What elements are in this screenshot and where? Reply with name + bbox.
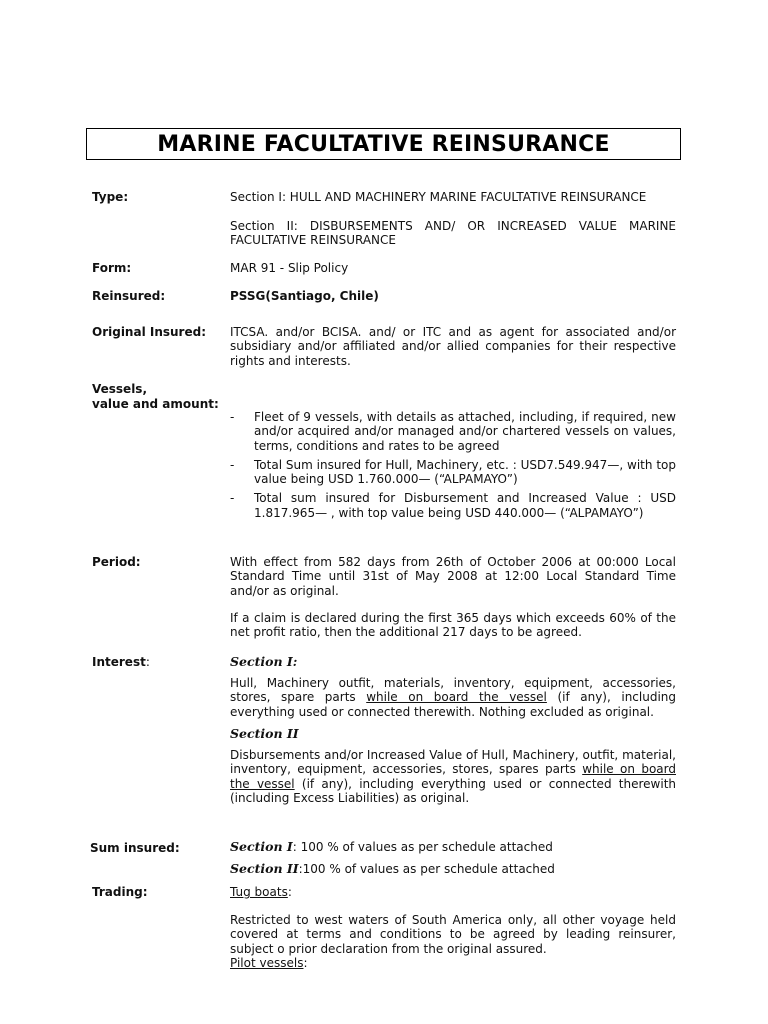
- interest-section2-heading: Section II: [230, 726, 299, 741]
- original-insured-value: ITCSA. and/or BCISA. and/ or ITC and as agent for associated and/or subsidiary and/or affiliated and/or allied companies for their respective rights and interests.: [230, 325, 676, 368]
- reinsured-label: Reinsured:: [92, 289, 166, 303]
- period-para2: If a claim is declared during the first 365 days which exceeds 60% of the net profit ratio, then the additional 217 days to be agreed.: [230, 611, 676, 640]
- sum-insured-label: Sum insured:: [90, 841, 180, 855]
- interest-section1-text: Hull, Machinery outfit, materials, inventory, equipment, accessories, stores, spare parts while on board the vessel (if any), including everything used or connected therewith. Nothing excluded as original.: [230, 676, 677, 719]
- trading-pilot-heading: Pilot vessels:: [230, 956, 308, 970]
- type-section1: Section I: HULL AND MACHINERY MARINE FACULTATIVE REINSURANCE: [230, 190, 647, 204]
- vessels-item: - Total Sum insured for Hull, Machinery, etc. : USD7.549.947—, with top value being USD 1.760.000— (“ALPAMAYO”): [230, 457, 676, 487]
- sum-insured-section1: Section I: 100 % of values as per schedule attached: [230, 839, 553, 854]
- type-section2: Section II: DISBURSEMENTS AND/ OR INCREASED VALUE MARINE FACULTATIVE REINSURANCE: [230, 219, 676, 248]
- trading-tug-text: Restricted to west waters of South America only, all other voyage held covered at terms and conditions to be agreed by leading reinsurer, subject o prior declaration from the original assured.: [230, 913, 676, 956]
- vessels-label-line2: value and amount:: [92, 397, 219, 411]
- form-label: Form:: [92, 261, 132, 275]
- period-para1: With effect from 582 days from 26th of October 2006 at 00:000 Local Standard Time until 31st of May 2008 at 12:00 Local Standard Time and/or as original.: [230, 555, 676, 598]
- vessels-item: - Total sum insured for Disbursement and Increased Value : USD 1.817.965— , with top value being USD 440.000— (“ALPAMAYO”): [230, 491, 676, 520]
- trading-label: Trading:: [92, 885, 148, 899]
- interest-label: Interest:: [92, 655, 150, 669]
- trading-tug-heading: Tug boats:: [230, 885, 292, 899]
- vessels-label: [92, 382, 219, 412]
- interest-section2-text: Disbursements and/or Increased Value of Hull, Machinery, outfit, material, inventory, equipment, accessories, stores, spares parts while on board the vessel (if any), including everything used or connected therewith (including Excess Liabilities) as original.: [230, 748, 677, 805]
- document-title: MARINE FACULTATIVE REINSURANCE: [157, 131, 610, 157]
- reinsured-value: PSSG(Santiago, Chile): [230, 289, 379, 303]
- form-value: MAR 91 - Slip Policy: [230, 261, 349, 275]
- vessels-list: [230, 410, 676, 520]
- title-box: [86, 128, 681, 160]
- interest-section1-heading: Section I:: [230, 654, 298, 669]
- vessels-label-line1: Vessels,: [92, 382, 148, 396]
- period-label: Period:: [92, 555, 141, 569]
- type-label: Type:: [92, 190, 129, 204]
- vessels-item: - Fleet of 9 vessels, with details as attached, including, if required, new and/or acquired and/or managed and/or chartered vessels on values, terms, conditions and rates to be agreed: [230, 410, 676, 453]
- original-insured-label: Original Insured:: [92, 325, 207, 339]
- sum-insured-section2: Section II:100 % of values as per schedule attached: [230, 861, 555, 876]
